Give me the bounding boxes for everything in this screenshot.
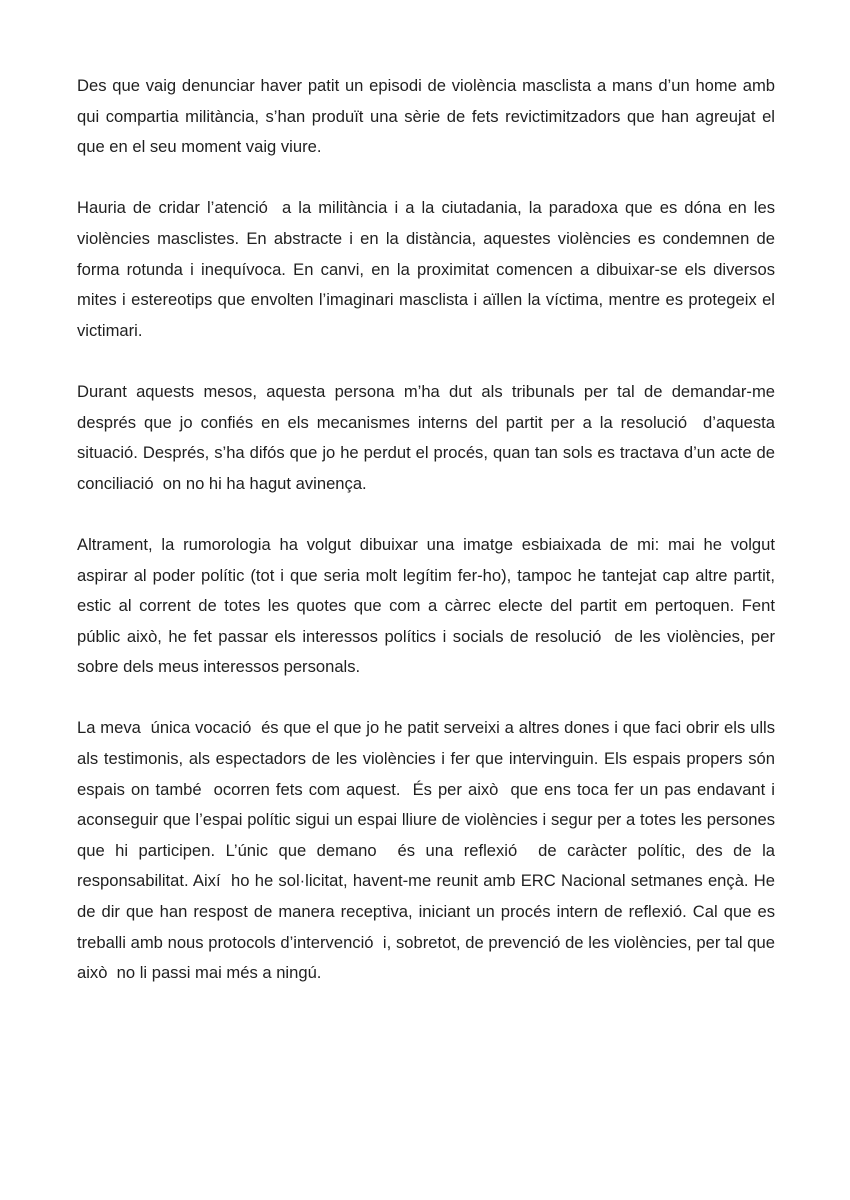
paragraph-3: Durant aquests mesos, aquesta persona m’ha dut als tribunals per tal de demandar-me després que jo confiés en els mecanismes interns del partit per a la resolució d’aquesta situació. Després, s’ha difós que jo he perdut el procés, quan tan sols es tractava d’un acte de conciliació on no hi ha hagut avinença. (77, 381, 780, 493)
paragraph-4: Altrament, la rumorologia ha volgut dibuixar una imatge esbiaixada de mi: mai he volgut aspirar al poder polític (tot i que seria molt legítim fer-ho), tampoc he tantejat cap altre partit, estic al corrent de totes les quotes que com a càrrec electe del partit em pertoquen. Fent públic això, he fet passar els interessos polítics i socials de resolució de les violències, per sobre dels meus interessos personals. (77, 534, 780, 677)
paragraph-2: Hauria de cridar l’atenció a la militància i a la ciutadania, la paradoxa que es dóna en les violències masclistes. En abstracte i en la distància, aquestes violències es condemnen de forma rotunda i inequívoca. En canvi, en la proximitat comencen a dibuixar-se els diversos mites i estereotips que envolten l’imaginari masclista i aïllen la víctima, mentre es protegeix el victimari. (77, 198, 780, 340)
document-body (77, 71, 780, 989)
paragraph-1: Des que vaig denunciar haver patit un episodi de violència masclista a mans d’un home amb qui compartia militància, s’han produït una sèrie de fets revictimitzadors que han agreujat el que en el seu moment vaig viure. (77, 76, 780, 157)
paragraph-5: La meva única vocació és que el que jo he patit serveixi a altres dones i que faci obrir els ulls als testimonis, als espectadors de les violències i fer que intervinguin. Els espais propers són espais on també ocorren fets com aquest. És per això que ens toca fer un pas endavant i aconseguir que l’espai polític sigui un espai lliure de violències i segur per a totes les persones que hi participen. L’únic que demano és una reflexió de caràcter polític, des de la responsabilitat. Així ho he sol·licitat, havent-me reunit amb ERC Nacional setmanes ençà. He de dir que han respost de manera receptiva, iniciant un procés intern de reflexió. Cal que es treballi amb nous protocols d’intervenció i, sobretot, de prevenció de les violències, per tal que això no li passi mai més a ningú. (77, 718, 780, 983)
